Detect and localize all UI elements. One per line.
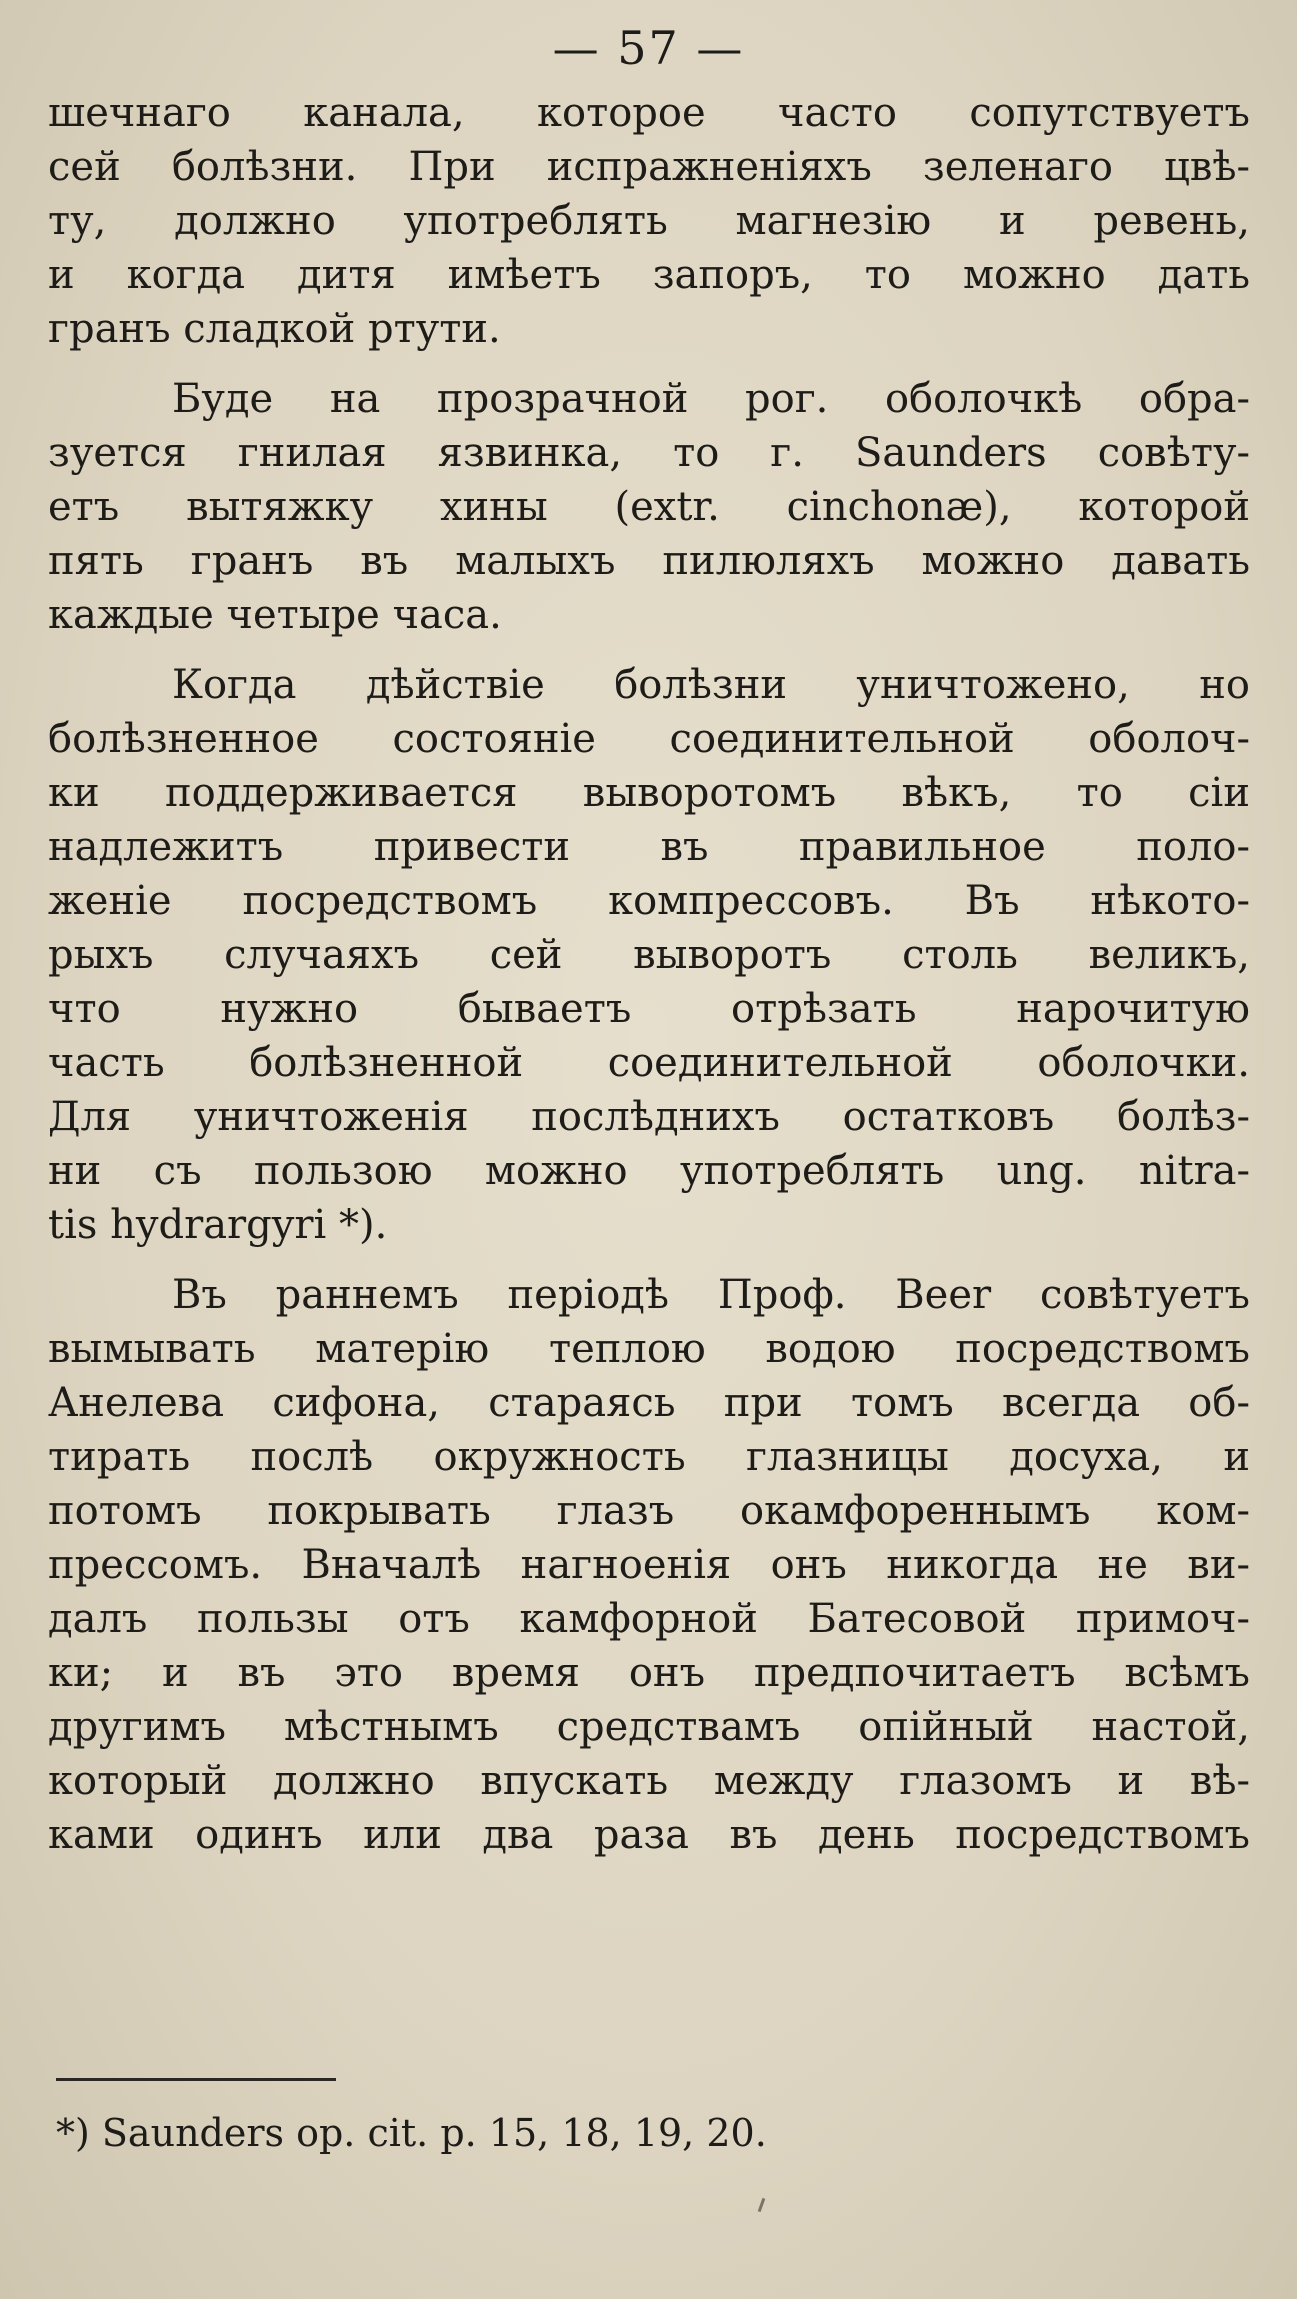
text-line: ни съ пользою можно употреблять ung. nitra- [48,1148,1250,1194]
text-line: зуется гнилая язвинка, то г. Saunders совѣту- [48,430,1250,476]
text-line: ки поддерживается выворотомъ вѣкъ, то сіи [48,770,1250,816]
text-line: Анелева сифона, стараясь при томъ всегда об- [48,1380,1250,1426]
text-line: Буде на прозрачной рог. оболочкѣ обра- [172,376,1250,422]
text-line: тирать послѣ окружность глазницы досуха, и [48,1434,1250,1480]
paragraph-4 [48,1268,1250,1862]
footnote: *) Saunders op. cit. p. 15, 18, 19, 20. [56,2111,767,2155]
text-line: Когда дѣйствіе болѣзни уничтожено, но [172,662,1250,708]
footnote-rule [56,2078,336,2081]
paragraph-1 [48,86,1250,356]
text-line: рыхъ случаяхъ сей выворотъ столь великъ, [48,932,1250,978]
text-line: далъ пользы отъ камфорной Батесовой примоч- [48,1596,1250,1642]
text-line: женіе посредствомъ компрессовъ. Въ нѣкото- [48,878,1250,924]
text-line: гранъ сладкой ртути. [48,306,501,352]
text-line: пять гранъ въ малыхъ пилюляхъ можно давать [48,538,1250,584]
text-line: часть болѣзненной соединительной оболочки. [48,1040,1250,1086]
text-line: tis hydrargyri *). [48,1202,388,1248]
text-line: сей болѣзни. При испражненіяхъ зеленаго цвѣ- [48,144,1250,190]
text-line: вымывать матерію теплою водою посредствомъ [48,1326,1250,1372]
text-line: который должно впускать между глазомъ и вѣ- [48,1758,1250,1804]
text-line: прессомъ. Вначалѣ нагноенія онъ никогда не ви- [48,1542,1250,1588]
text-line: Для уничтоженія послѣднихъ остатковъ болѣз- [48,1094,1250,1140]
paragraph-3 [48,658,1250,1252]
text-line: ками одинъ или два раза въ день посредствомъ [48,1812,1250,1858]
text-line: етъ вытяжку хины (extr. cinchonæ), которой [48,484,1250,530]
text-line: шечнаго канала, которое часто сопутствуетъ [48,90,1250,136]
text-line: потомъ покрывать глазъ окамфореннымъ ком- [48,1488,1250,1534]
paragraph-2 [48,372,1250,642]
text-line: каждые четыре часа. [48,592,502,638]
text-line: и когда дитя имѣетъ запоръ, то можно дать [48,252,1250,298]
text-line: что нужно бываетъ отрѣзать нарочитую [48,986,1250,1032]
text-line: надлежитъ привести въ правильное поло- [48,824,1250,870]
body-text [48,86,1250,1862]
text-line: Въ раннемъ періодѣ Проф. Beer совѣтуетъ [172,1272,1250,1318]
text-line: ту, должно употреблять магнезію и ревень, [48,198,1250,244]
page-number: — 57 — [552,21,745,75]
text-line: ки; и въ это время онъ предпочитаетъ всѣмъ [48,1650,1250,1696]
ink-speck [758,2198,766,2212]
text-line: другимъ мѣстнымъ средствамъ опійный настой, [48,1704,1250,1750]
text-line: болѣзненное состояніе соединительной оболоч- [48,716,1250,762]
